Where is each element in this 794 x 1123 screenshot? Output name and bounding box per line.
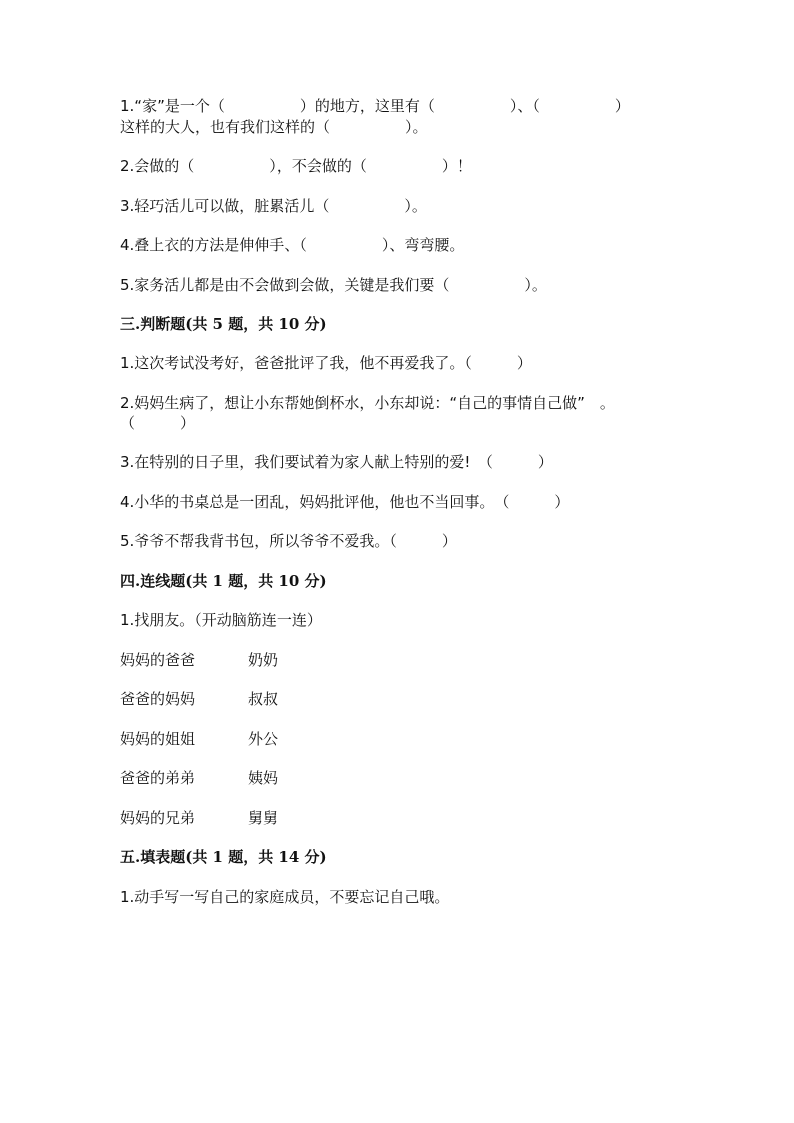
fill-item-2: 2.会做的（ ），不会做的（ ）！ [120,157,472,175]
match-left: 妈妈的姐姐 [120,730,196,748]
fill-item-5: 5.家务活儿都是由不会做到会做，关键是我们要（ ）。 [120,276,547,294]
fill-item-4: 4.叠上衣的方法是伸伸手、（ ）、弯弯腰。 [120,236,465,254]
match-right: 叔叔 [248,690,279,708]
judge-item-2-line-1: 2.妈妈生病了，想让小东帮她倒杯水，小东却说：“自己的事情自己做” 。 [120,394,615,412]
match-question: 1.找朋友。（开动脑筋连一连） [120,611,322,629]
judge-item-1: 1.这次考试没考好，爸爸批评了我，他不再爱我了。（ ） [120,354,532,372]
match-left: 妈妈的爸爸 [120,651,196,669]
fill-item-3: 3.轻巧活儿可以做，脏累活儿（ ）。 [120,197,427,215]
match-left: 爸爸的弟弟 [120,769,196,787]
section-4-heading: 四.连线题(共 1 题，共 10 分) [120,572,327,590]
match-left: 爸爸的妈妈 [120,690,196,708]
section-3-heading: 三.判断题(共 5 题，共 10 分) [120,315,327,333]
judge-item-4: 4.小华的书桌总是一团乱，妈妈批评他，他也不当回事。 （ ） [120,493,570,511]
match-right: 舅舅 [248,809,279,827]
match-right: 姨妈 [248,769,279,787]
fill-item-1-line-2: 这样的大人，也有我们这样的（ ）。 [120,118,428,136]
judge-item-5: 5.爷爷不帮我背书包，所以爷爷不爱我。（ ） [120,532,457,550]
section-5-heading: 五.填表题(共 1 题，共 14 分) [120,848,327,866]
judge-item-2-line-2: （ ） [120,414,196,432]
match-left: 妈妈的兄弟 [120,809,196,827]
match-right: 外公 [248,730,279,748]
fill-item-1-line-1: 1.“家”是一个（ ）的地方，这里有（ ）、（ ） [120,97,630,115]
judge-item-3: 3.在特别的日子里，我们要试着为家人献上特别的爱! （ ） [120,453,553,471]
table-question: 1.动手写一写自己的家庭成员，不要忘记自己哦。 [120,888,450,906]
match-right: 奶奶 [248,651,279,669]
